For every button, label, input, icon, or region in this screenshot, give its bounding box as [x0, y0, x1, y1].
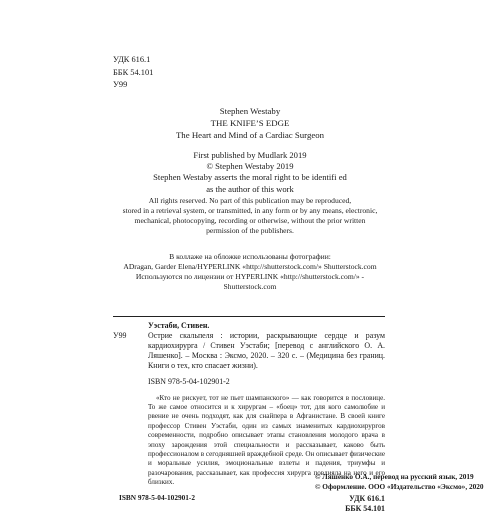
original-author: Stephen Westaby [219, 106, 281, 116]
original-subtitle: The Heart and Mind of a Cardiac Surgeon [175, 130, 325, 140]
catalog-abstract: «Кто не рискует, тот не пьет шампанского» — как говорится в пословице. То же самое относится и к хирургам – «боец» тот, для кого самолюбие и рвение не очень подходят, как для снайпера в Афганистане. В своей книге профессор Стивен Уэстаби, один из самых знаменитых кардиохирургов современности, подробно описывает этапы становления молодого врача в эпоху зарождения этой специальности и рассказывает, каково быть профессионалом в сегодняшней враждебной среде. Он описывает физические и моральные усилия, эмоциональные взлеты и падения, триумфы и разочарования, рассказывает, как профессия хирурга повлияла на него и его близких. [148, 393, 385, 487]
first-published: First published by Mudlark 2019 [193, 150, 307, 160]
divider [113, 316, 385, 317]
original-title-block [0, 105, 500, 141]
photo-credits [0, 252, 500, 292]
moral-right-line-2: as the author of this work [206, 183, 294, 194]
translation-copyright: © Ляшенко О.А., перевод на русский язык, 2019 [315, 472, 474, 481]
catalog-isbn: ISBN 978-5-04-102901-2 [148, 377, 230, 387]
design-copyright: © Оформление. ООО «Издательство «Эксмо», 2020 [315, 482, 484, 492]
rights-line-2: stored in a retrieval system, or transmitted, in any form or by any means, electronic, [122, 206, 378, 215]
author-mark: У99 [113, 80, 128, 89]
bbk-code: ББК 54.101 [113, 67, 154, 77]
photo-credit-line-3: Используются по лицензии от HYPERLINK «http://shutterstock.com/» - [135, 272, 365, 281]
rights-line-4: permission of the publishers. [206, 226, 294, 235]
catalog-entry [113, 331, 385, 371]
copyright-block [0, 150, 500, 195]
rights-line-1: All rights reserved. No part of this publication may be reproduced, [148, 196, 352, 205]
photo-credit-line-1: В коллаже на обложке использованы фотографии: [169, 252, 331, 261]
footer-isbn: ISBN 978-5-04-102901-2 [119, 493, 196, 502]
moral-right-line-1: Stephen Westaby asserts the moral right to be identifi ed [153, 172, 347, 183]
photo-credit-line-4: Shutterstock.com [223, 282, 277, 291]
catalog-code: У99 [113, 331, 127, 341]
rights-notice [0, 196, 500, 236]
catalog-bbk: ББК 54.101 [345, 503, 385, 513]
rights-line-3: mechanical, photocopying, recording or otherwise, without the prior written [134, 216, 366, 225]
catalog-udk: УДК 616.1 [349, 493, 385, 503]
udk-code: УДК 616.1 [113, 55, 151, 64]
catalog-author: Уэстаби, Стивен. [148, 321, 210, 330]
footer-copyrights [315, 472, 495, 492]
original-title: THE KNIFE’S EDGE [210, 118, 290, 128]
catalog-description: Острие скальпеля : истории, раскрывающие сердце и разум кардиохирурга / Стивен Уэстаби; [перевод с английского О. А. Ляшенко]. – Москва : Эксмо, 2020. – 320 с. – (Медицина без границ. Книги о тех, кто спасает жизни). [148, 331, 385, 371]
classification-codes [113, 54, 153, 92]
copyright-line: © Stephen Westaby 2019 [206, 161, 294, 172]
photo-credit-line-2: ADragan, Garder Elena/HYPERLINK «http://shutterstock.com/» Shutterstock.com [123, 262, 377, 271]
